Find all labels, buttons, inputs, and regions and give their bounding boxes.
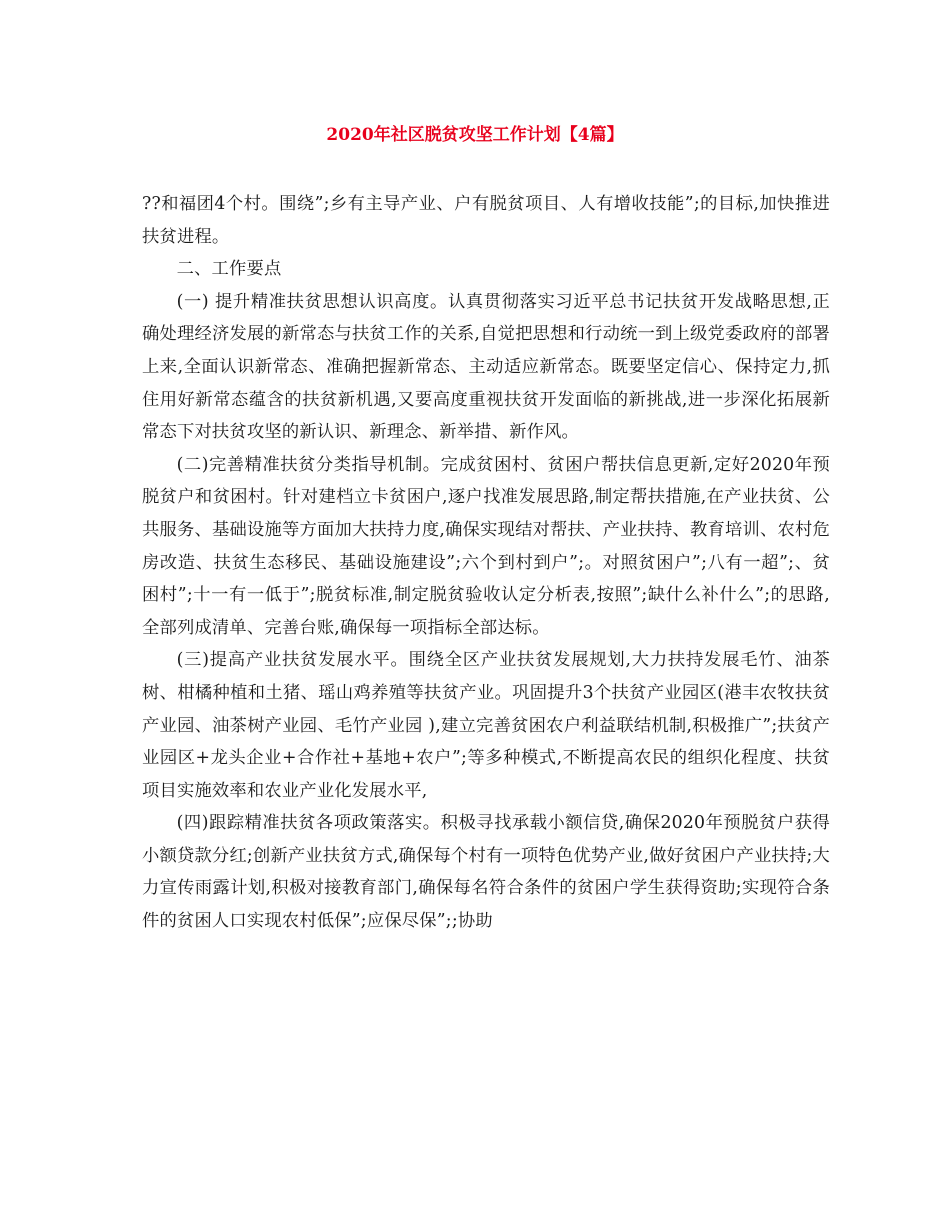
document-title: 2020年社区脱贫攻坚工作计划【4篇】 bbox=[326, 125, 624, 145]
document-body bbox=[142, 188, 830, 938]
paragraph-point-1: (一) 提升精准扶贫思想认识高度。认真贯彻落实习近平总书记扶贫开发战略思想,正确处理经济发展的新常态与扶贫工作的关系,自觉把思想和行动统一到上级党委政府的部署上来,全面认识新常态、准确把握新常态、主动适应新常态。既要坚定信心、保持定力,抓住用好新常态蕴含的扶贫新机遇,又要高度重视扶贫开发面临的新挑战,进一步深化拓展新常态下对扶贫攻坚的新认识、新理念、新举措、新作风。 bbox=[142, 291, 830, 443]
paragraph-intro: ??和福团4个村。围绕”;乡有主导产业、户有脱贫项目、人有增收技能”;的目标,加快推进扶贫进程。 bbox=[142, 194, 830, 247]
paragraph-point-2: (二)完善精准扶贫分类指导机制。完成贫困村、贫困户帮扶信息更新,定好2020年预脱贫户和贫困村。针对建档立卡贫困户,逐户找准发展思路,制定帮扶措施,在产业扶贫、公共服务、基础设施等方面加大扶持力度,确保实现结对帮扶、产业扶持、教育培训、农村危房改造、扶贫生态移民、基础设施建设”;六个到村到户”;。对照贫困户”;八有一超”;、贫困村”;十一有一低于”;脱贫标准,制定脱贫验收认定分析表,按照”;缺什么补什么”;的思路,全部列成清单、完善台账,确保每一项指标全部达标。 bbox=[142, 454, 830, 638]
paragraph-point-4: (四)跟踪精准扶贫各项政策落实。积极寻找承载小额信贷,确保2020年预脱贫户获得小额贷款分红;创新产业扶贫方式,确保每个村有一项特色优势产业,做好贫困户产业扶持;大力宣传雨露计划,积极对接教育部门,确保每名符合条件的贫困户学生获得资助;实现符合条件的贫困人口实现农村低保”;应保尽保”;;协助 bbox=[142, 813, 830, 932]
section-heading-work-points: 二、工作要点 bbox=[176, 259, 282, 280]
paragraph-point-3: (三)提高产业扶贫发展水平。围绕全区产业扶贫发展规划,大力扶持发展毛竹、油茶树、柑橘种植和土猪、瑶山鸡养殖等扶贫产业。巩固提升3个扶贫产业园区(港丰农牧扶贫产业园、油茶树产业园、毛竹产业园 ),建立完善贫困农户利益联结机制,积极推广”;扶贫产业园区+龙头企业+合作社+基地+农户”;等多种模式,不断提高农民的组织化程度、扶贫项目实施效率和农业产业化发展水平, bbox=[142, 650, 830, 801]
